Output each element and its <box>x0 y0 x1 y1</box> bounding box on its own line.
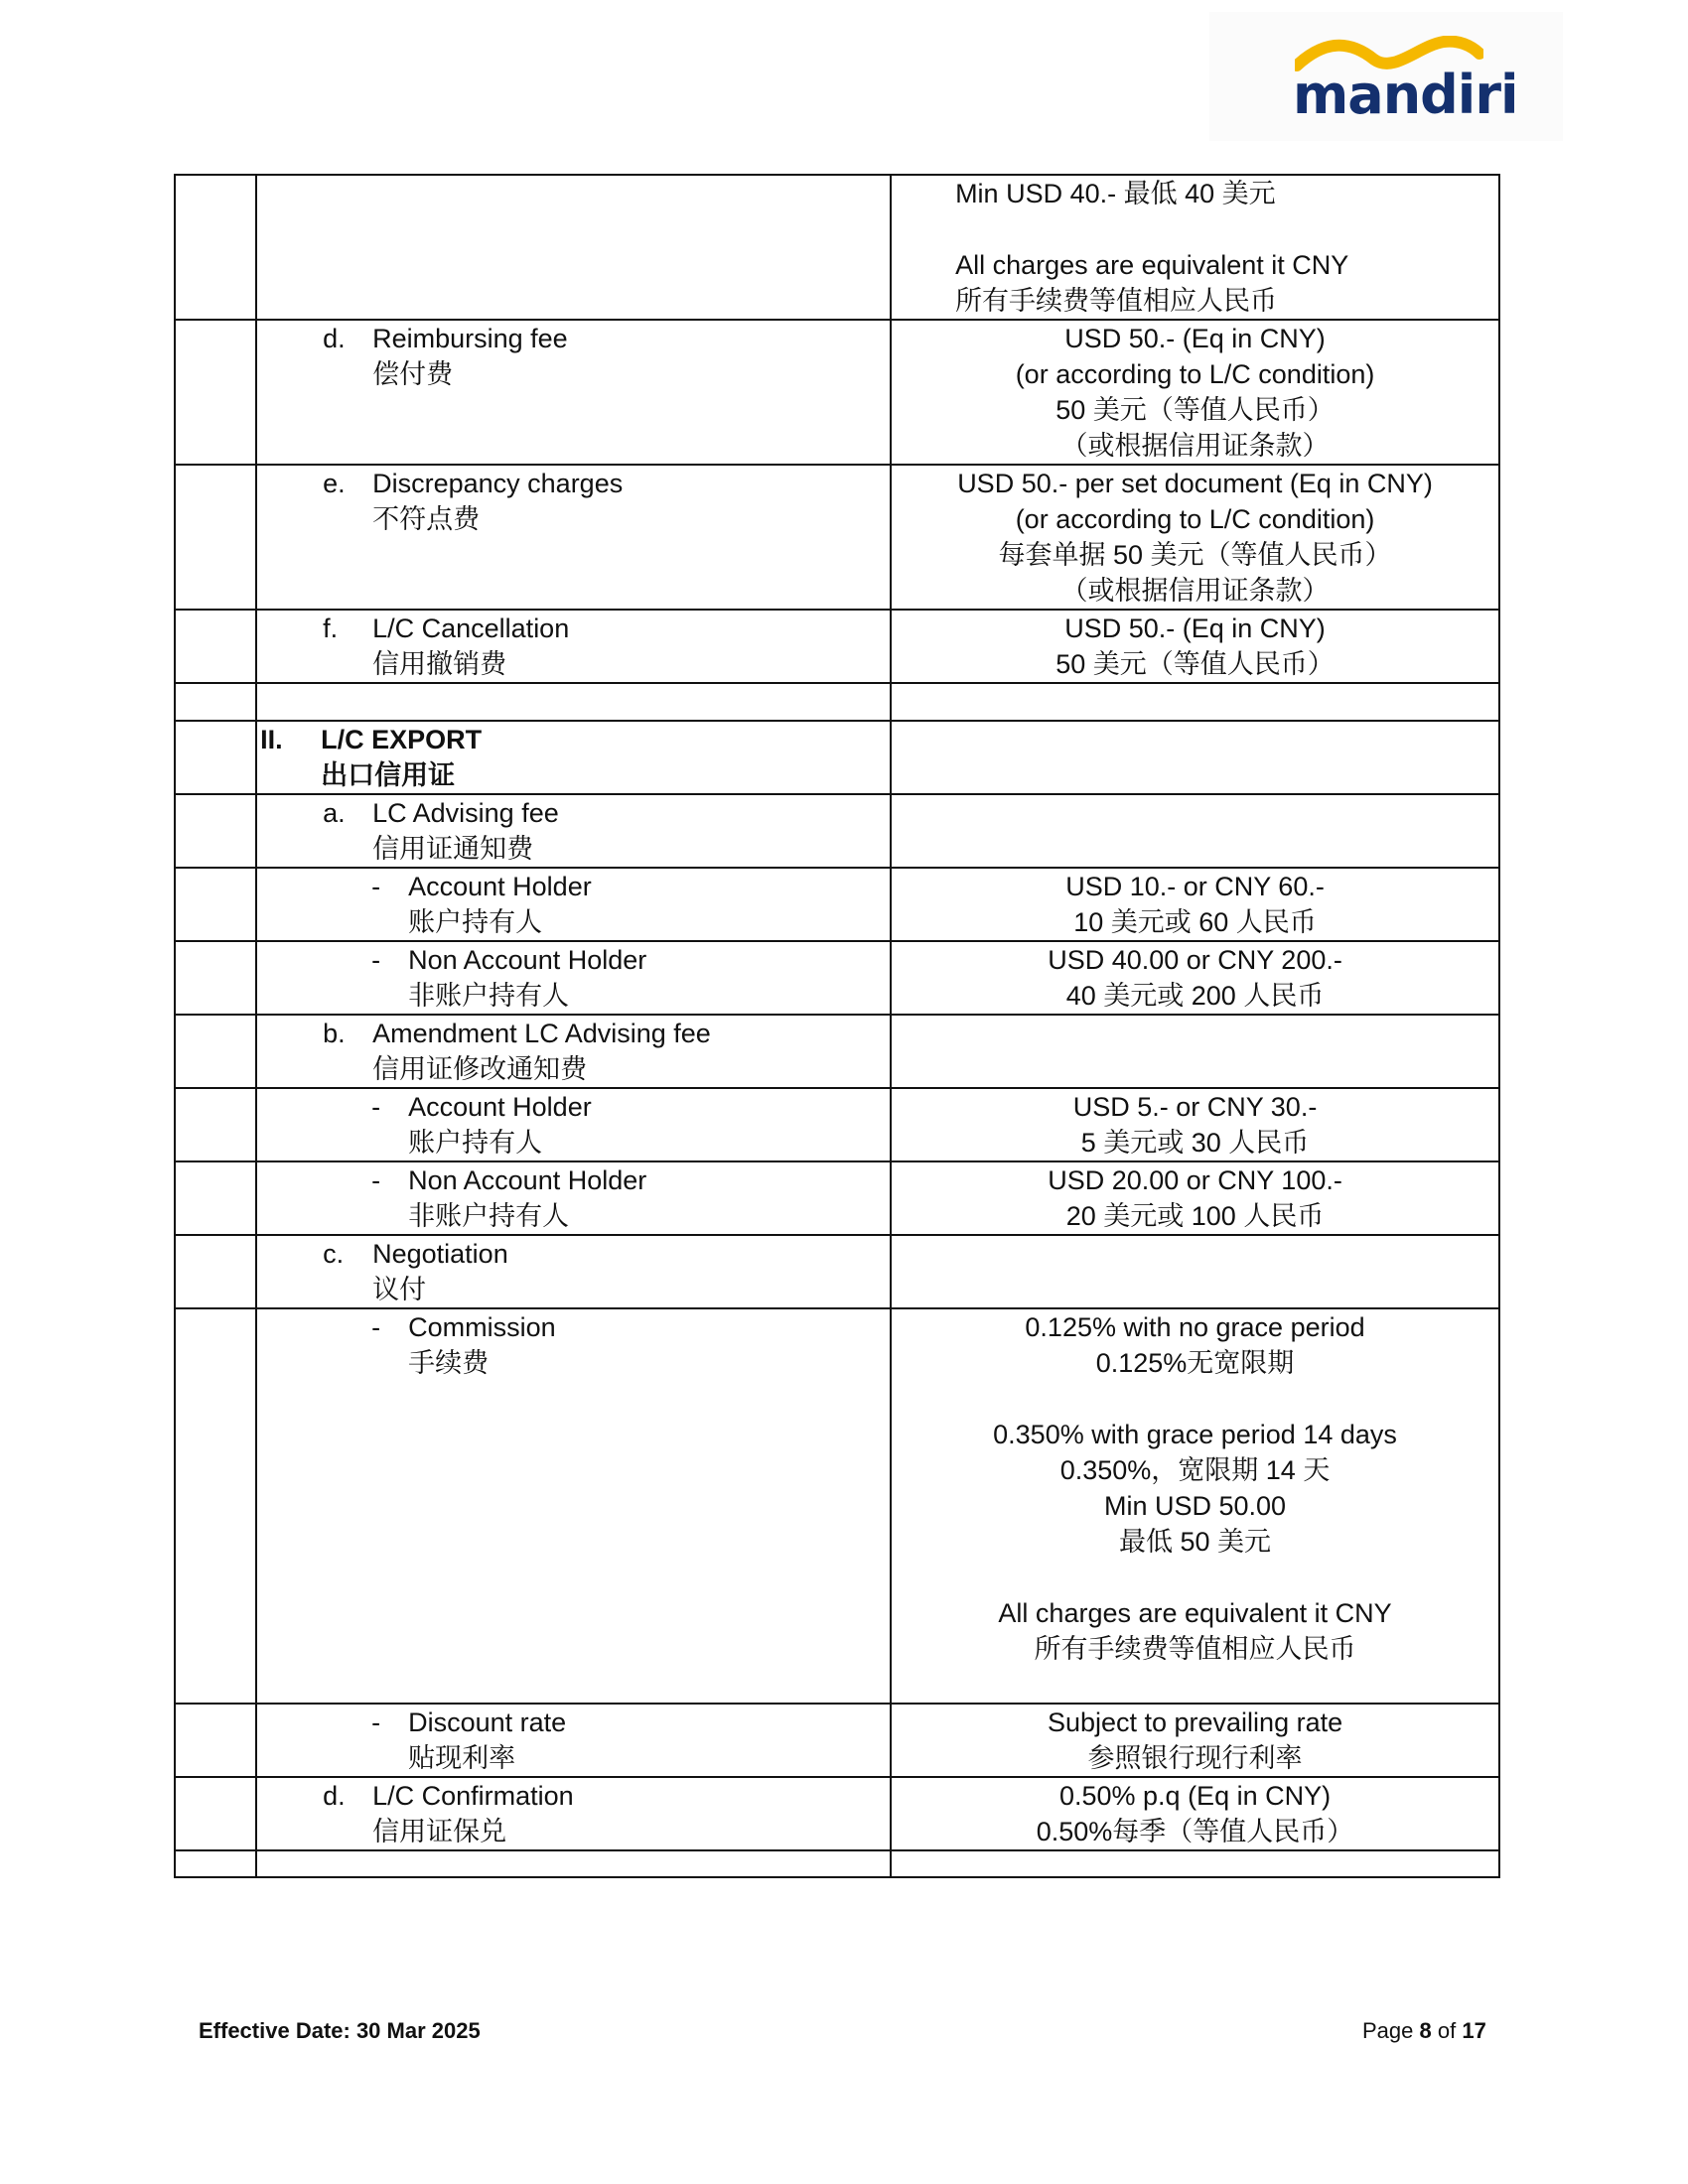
row-index-cell <box>175 794 256 868</box>
fee-value-line: 20 美元或 100 人民币 <box>1065 1201 1325 1231</box>
fee-value-line: USD 20.00 or CNY 100.- <box>1048 1165 1342 1195</box>
table-row <box>175 465 1499 610</box>
fee-description-cell <box>256 1161 891 1235</box>
table-row <box>175 1850 1499 1877</box>
fee-label-en: L/C Cancellation <box>372 614 570 643</box>
fee-label-en: L/C Confirmation <box>372 1781 574 1811</box>
fee-value-line: 0.125%无宽限期 <box>1095 1348 1295 1378</box>
table-row <box>175 1161 1499 1235</box>
fee-value-line: 所有手续费等值相应人民币 <box>955 286 1278 316</box>
table-row <box>175 721 1499 794</box>
fee-description-cell <box>256 721 891 794</box>
fee-value-line: 0.350%，宽限期 14 天 <box>1059 1455 1331 1485</box>
fee-label-zh: 出口信用证 <box>321 760 456 790</box>
fee-value-cell <box>891 941 1499 1015</box>
item-marker: e. <box>323 469 346 498</box>
fee-description-cell <box>256 1015 891 1088</box>
fee-value-line: USD 50.- per set document (Eq in CNY) <box>957 469 1433 498</box>
item-marker: f. <box>323 614 339 643</box>
fee-description-cell <box>256 1308 891 1704</box>
fee-label-zh: 信用证修改通知费 <box>372 1054 588 1084</box>
item-marker: - <box>371 945 381 975</box>
fee-label-zh: 手续费 <box>408 1348 490 1378</box>
row-index-cell <box>175 1235 256 1308</box>
fee-description-cell <box>256 175 891 320</box>
page-number: Page 8 of 17 <box>1362 2018 1486 2043</box>
fee-value-line: USD 5.- or CNY 30.- <box>1072 1092 1318 1122</box>
mandiri-logo <box>1209 12 1563 141</box>
fee-value-cell <box>891 610 1499 683</box>
fee-label-en: Commission <box>408 1312 556 1342</box>
fee-value-line: All charges are equivalent it CNY <box>955 250 1349 280</box>
fee-value-cell <box>891 320 1499 465</box>
item-marker: - <box>371 1312 381 1342</box>
fee-value-line: 50 美元（等值人民币） <box>1055 395 1335 425</box>
fee-value-line <box>892 1560 1498 1595</box>
table-row <box>175 175 1499 320</box>
row-index-cell <box>175 320 256 465</box>
item-marker: - <box>371 1165 381 1195</box>
item-marker: c. <box>323 1239 345 1269</box>
fee-value-cell <box>891 465 1499 610</box>
logo-text: mandiri <box>1293 64 1518 126</box>
fee-description-cell <box>256 465 891 610</box>
fee-label-en: Account Holder <box>408 1092 592 1122</box>
item-marker: d. <box>323 1781 346 1811</box>
fee-value-cell <box>891 1161 1499 1235</box>
item-marker: - <box>371 872 381 901</box>
row-index-cell <box>175 1015 256 1088</box>
fee-label-en: Discrepancy charges <box>372 469 624 498</box>
fee-value-cell <box>891 1850 1499 1877</box>
fee-label-en: Discount rate <box>408 1707 567 1737</box>
fee-value-line: （或根据信用证条款） <box>1060 576 1330 606</box>
row-index-cell <box>175 868 256 941</box>
fee-value-line: 最低 50 美元 <box>1119 1527 1272 1557</box>
fee-value-line: USD 40.00 or CNY 200.- <box>1048 945 1342 975</box>
fee-label-zh: 信用撤销费 <box>372 649 507 679</box>
fee-value-cell <box>891 721 1499 794</box>
fee-label-zh: 账户持有人 <box>408 907 543 937</box>
fee-value-line: 40 美元或 200 人民币 <box>1065 981 1325 1011</box>
fee-value-cell <box>891 175 1499 320</box>
fee-label-zh: 偿付费 <box>372 359 454 389</box>
fee-label-en: LC Advising fee <box>372 798 559 828</box>
table-row <box>175 1308 1499 1704</box>
fee-description-cell <box>256 1704 891 1777</box>
fee-label-zh: 信用证保兑 <box>372 1817 507 1846</box>
fee-label-en: Non Account Holder <box>408 1165 647 1195</box>
item-marker: II. <box>260 725 283 754</box>
fee-value-cell <box>891 1308 1499 1704</box>
row-index-cell <box>175 1777 256 1850</box>
fee-value-line: All charges are equivalent it CNY <box>998 1598 1392 1628</box>
table-row <box>175 1015 1499 1088</box>
table-row <box>175 320 1499 465</box>
fee-description-cell <box>256 610 891 683</box>
row-index-cell <box>175 1704 256 1777</box>
fee-value-cell <box>891 794 1499 868</box>
item-marker: d. <box>323 324 346 353</box>
row-index-cell <box>175 610 256 683</box>
row-index-cell <box>175 1850 256 1877</box>
fee-description-cell <box>256 794 891 868</box>
fee-value-line: USD 50.- (Eq in CNY) <box>1064 614 1326 643</box>
row-index-cell <box>175 1161 256 1235</box>
fee-label-en: Amendment LC Advising fee <box>372 1019 711 1048</box>
fee-value-cell <box>891 1015 1499 1088</box>
fee-value-line: 0.350% with grace period 14 days <box>993 1420 1397 1449</box>
fee-description-cell <box>256 941 891 1015</box>
table-row <box>175 1235 1499 1308</box>
table-row <box>175 794 1499 868</box>
row-index-cell <box>175 465 256 610</box>
fee-label-zh: 不符点费 <box>372 504 481 534</box>
item-marker: b. <box>323 1019 346 1048</box>
fee-description-cell <box>256 683 891 721</box>
fee-value-line: 所有手续费等值相应人民币 <box>1034 1634 1356 1664</box>
fee-value-line: 50 美元（等值人民币） <box>1055 649 1335 679</box>
fee-value-line: Min USD 40.- 最低 40 美元 <box>955 179 1276 208</box>
fee-value-line: USD 50.- (Eq in CNY) <box>1064 324 1326 353</box>
item-marker: a. <box>323 798 346 828</box>
fee-value-line: (or according to L/C condition) <box>1015 504 1375 534</box>
fee-value-cell <box>891 1777 1499 1850</box>
fee-value-cell <box>891 1704 1499 1777</box>
fee-label-en: Reimbursing fee <box>372 324 568 353</box>
fee-value-line: Subject to prevailing rate <box>1047 1707 1343 1737</box>
fee-value-line: 0.50% p.q (Eq in CNY) <box>1058 1781 1332 1811</box>
fee-label-zh: 信用证通知费 <box>372 834 534 864</box>
fee-label-en: Negotiation <box>372 1239 508 1269</box>
fee-value-line <box>955 211 1498 247</box>
item-marker: - <box>371 1707 381 1737</box>
table-row <box>175 610 1499 683</box>
fee-value-line: Min USD 50.00 <box>1103 1491 1287 1521</box>
fee-label-zh: 非账户持有人 <box>408 981 570 1011</box>
row-index-cell <box>175 721 256 794</box>
fee-label-zh: 非账户持有人 <box>408 1201 570 1231</box>
table-row <box>175 1088 1499 1161</box>
fee-schedule-table <box>174 174 1500 1878</box>
fee-value-line: (or according to L/C condition) <box>1015 359 1375 389</box>
table-row <box>175 941 1499 1015</box>
fee-value-line: 0.125% with no grace period <box>1025 1312 1365 1342</box>
item-marker: - <box>371 1092 381 1122</box>
fee-value-cell <box>891 1235 1499 1308</box>
fee-value-cell <box>891 868 1499 941</box>
fee-label-en: L/C EXPORT <box>321 725 483 754</box>
fee-value-line: （或根据信用证条款） <box>1060 431 1330 461</box>
row-index-cell <box>175 1308 256 1704</box>
fee-value-line: USD 10.- or CNY 60.- <box>1065 872 1325 901</box>
table-row <box>175 683 1499 721</box>
row-index-cell <box>175 941 256 1015</box>
table-row <box>175 1777 1499 1850</box>
fee-label-en: Non Account Holder <box>408 945 647 975</box>
fee-description-cell <box>256 868 891 941</box>
row-index-cell <box>175 175 256 320</box>
table-row <box>175 1704 1499 1777</box>
effective-date: Effective Date: 30 Mar 2025 <box>199 2018 481 2043</box>
fee-label-zh: 账户持有人 <box>408 1128 543 1158</box>
fee-value-line: 参照银行现行利率 <box>1087 1743 1303 1773</box>
fee-description-cell <box>256 1088 891 1161</box>
fee-value-line: 每套单据 50 美元（等值人民币） <box>998 540 1392 570</box>
table-row <box>175 868 1499 941</box>
fee-value-line: 10 美元或 60 人民币 <box>1073 907 1317 937</box>
fee-value-line: 0.50%每季（等值人民币） <box>1036 1817 1354 1846</box>
row-index-cell <box>175 683 256 721</box>
fee-label-zh: 贴现利率 <box>408 1743 516 1773</box>
fee-description-cell <box>256 1850 891 1877</box>
fee-description-cell <box>256 320 891 465</box>
fee-value-cell <box>891 1088 1499 1161</box>
fee-value-line: 5 美元或 30 人民币 <box>1080 1128 1310 1158</box>
fee-value-line <box>892 1381 1498 1417</box>
fee-description-cell <box>256 1235 891 1308</box>
fee-label-zh: 议付 <box>372 1275 427 1304</box>
fee-label-en: Account Holder <box>408 872 592 901</box>
row-index-cell <box>175 1088 256 1161</box>
fee-value-line <box>892 1667 1498 1703</box>
fee-value-cell <box>891 683 1499 721</box>
fee-description-cell <box>256 1777 891 1850</box>
